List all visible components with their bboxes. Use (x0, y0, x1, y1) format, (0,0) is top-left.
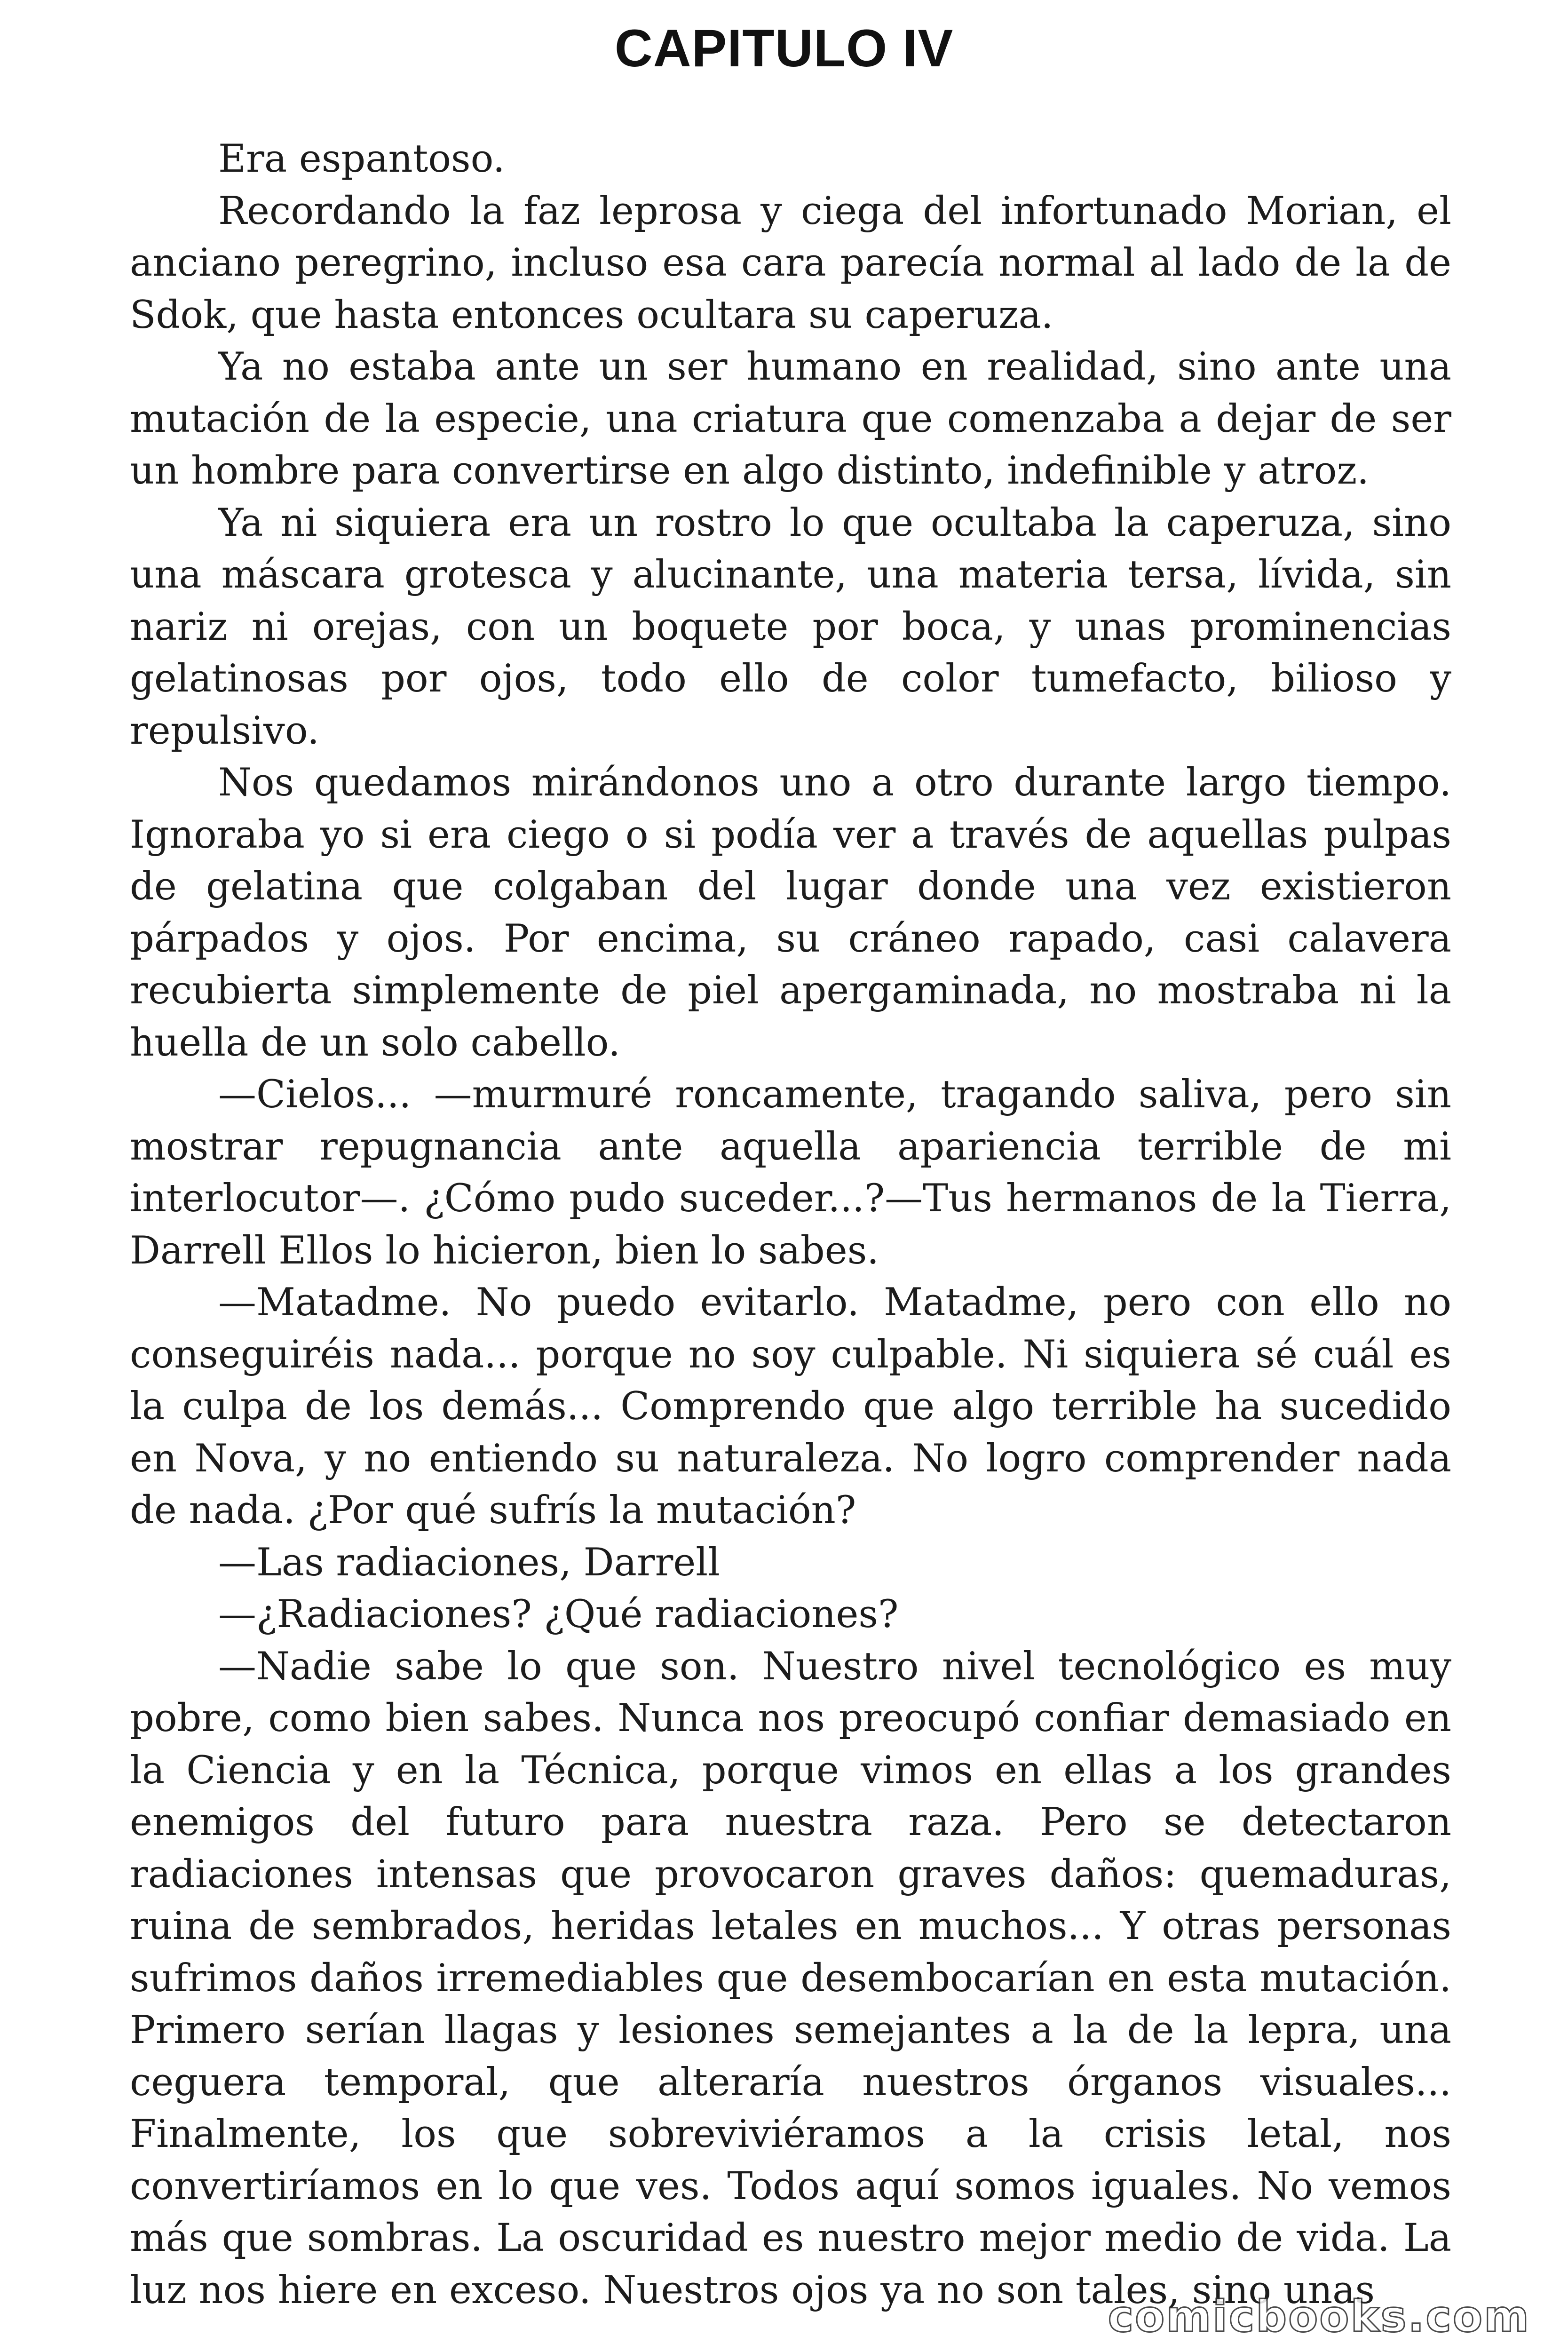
paragraph: Ya ni siquiera era un rostro lo que ocultaba la caperuza, sino una máscara grotesca y alucinante, una materia tersa, lívida, sin nariz ni orejas, con un boquete por boca, y unas prominencias gelatinosas por ojos, todo ello de color tumefacto, bilioso y repulsivo. (130, 501, 1451, 753)
paragraph: Recordando la faz leprosa y ciega del infortunado Morian, el anciano peregrino, incluso esa cara parecía normal al lado de la de Sdok, que hasta entonces ocultara su caperuza. (130, 189, 1451, 337)
chapter-title: CAPITULO IV (614, 19, 954, 78)
paragraph: —Matadme. No puedo evitarlo. Matadme, pero con ello no conseguiréis nada... porque no soy culpable. Ni siquiera sé cuál es la culpa de los demás... Comprendo que algo terrible ha sucedido en Nova, y no entiendo su naturaleza. No logro comprender nada de nada. ¿Por qué sufrís la mutación? (130, 1280, 1451, 1533)
paragraph: Era espantoso. (218, 137, 505, 181)
paragraph: —¿Radiaciones? ¿Qué radiaciones? (218, 1592, 899, 1637)
paragraph: —Nadie sabe lo que son. Nuestro nivel tecnológico es muy pobre, como bien sabes. Nunca nos preocupó confiar demasiado en la Ciencia y en la Técnica, porque vimos en ellas a los grandes enemigos del futuro para nuestra raza. Pero se detectaron radiaciones intensas que provocaron graves daños: quemaduras, ruina de sembrados, heridas letales en muchos... Y otras personas sufrimos daños irremediables que desembocarían en esta mutación. Primero serían llagas y lesiones semejantes a la de la lepra, una ceguera temporal, que alteraría nuestros órganos visuales... Finalmente, los que sobreviviéramos a la crisis letal, nos convertiríamos en lo que ves. Todos aquí somos iguales. No vemos más que sombras. La oscuridad es nuestro mejor medio de vida. La luz nos hiere en exceso. Nuestros ojos ya no son tales, sino unas (130, 1644, 1451, 2312)
watermark: comicbooks.com (1108, 2291, 1530, 2342)
paragraph: Nos quedamos mirándonos uno a otro durante largo tiempo. Ignoraba yo si era ciego o si podía ver a través de aquellas pulpas de gelatina que colgaban del lugar donde una vez existieron párpados y ojos. Por encima, su cráneo rapado, casi calavera recubierta simplemente de piel apergaminada, no mostraba ni la huella de un solo cabello. (130, 761, 1451, 1065)
paragraph: —Las radiaciones, Darrell (218, 1540, 721, 1585)
paragraph: Ya no estaba ante un ser humano en realidad, sino ante una mutación de la especie, una criatura que comenzaba a dejar de ser un hombre para convertirse en algo distinto, indefinible y atroz. (130, 345, 1451, 493)
chapter-body (130, 133, 1451, 2316)
paragraph: —Cielos... —murmuré roncamente, tragando saliva, pero sin mostrar repugnancia ante aquella apariencia terrible de mi interlocutor—. ¿Cómo pudo suceder...?—Tus hermanos de la Tierra, Darrell Ellos lo hicieron, bien lo sabes. (130, 1073, 1451, 1273)
